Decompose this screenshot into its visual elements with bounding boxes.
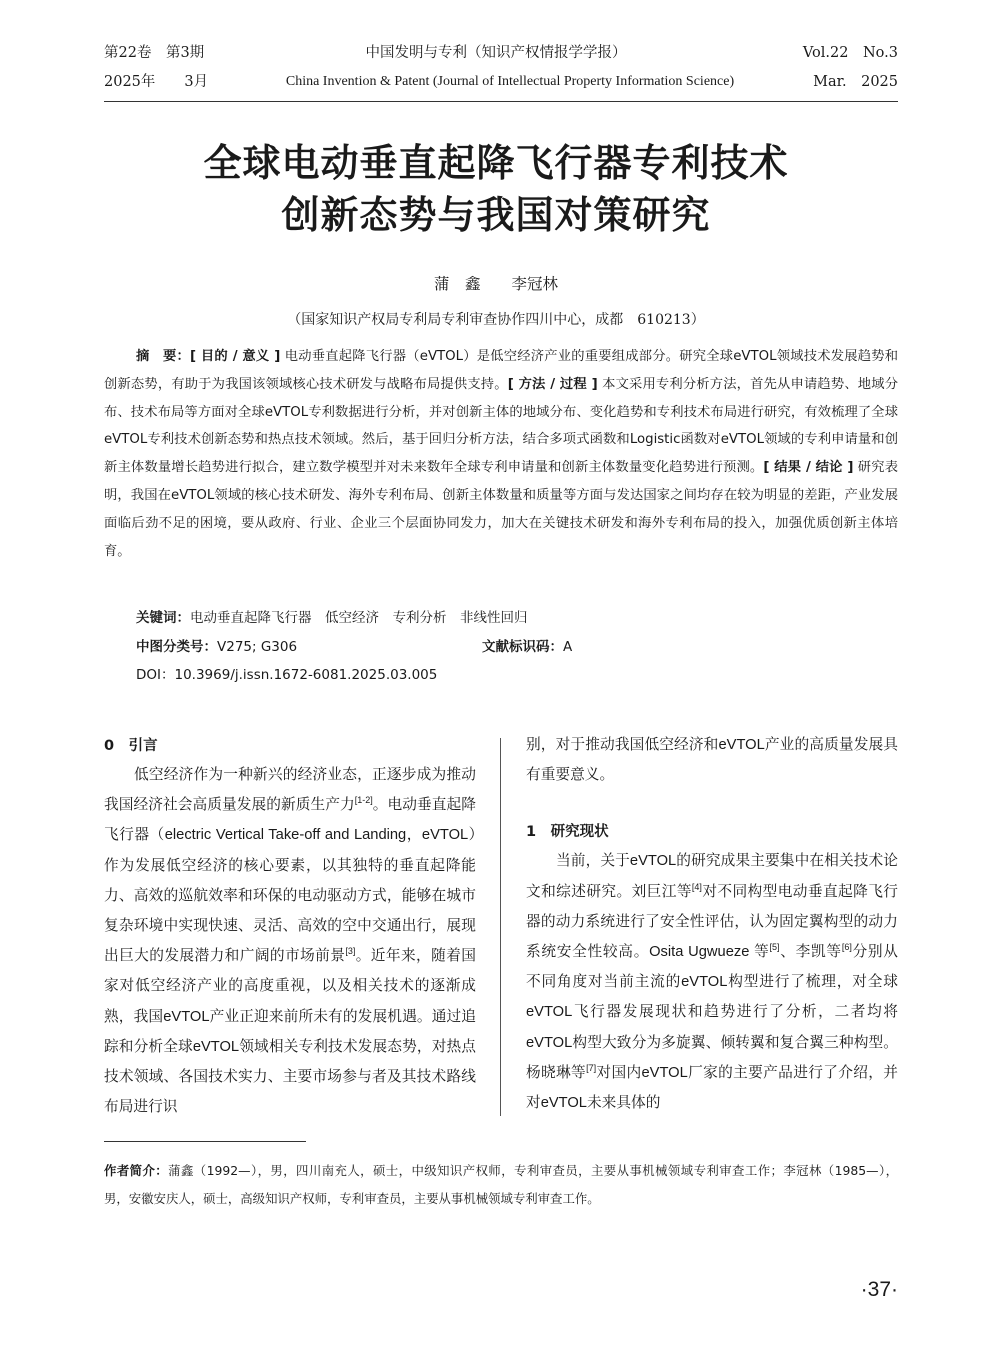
- review-text-4: 分别从不同角度对当前主流的eVTOL构型进行了梳理，对全球eVTOL飞行器发展现状和趋势进行了分析，二者均将eVTOL构型大致分为多旋翼、倾转翼和复合翼三种构型。杨晓琳等: [526, 944, 898, 1081]
- section-0-continuation: 别，对于推动我国低空经济和eVTOL产业的高质量发展具有重要意义。: [526, 737, 898, 784]
- review-text-5: 对国内eVTOL厂家的主要产品进行了介绍，并对eVTOL未来具体的: [526, 1064, 898, 1112]
- document-code: [482, 635, 572, 655]
- right-column: [526, 730, 898, 1118]
- classification: [136, 635, 297, 655]
- doi: DOI：10.3969/j.issn.1672-6081.2025.03.005: [136, 667, 438, 683]
- page-number: ·37·: [860, 1278, 898, 1301]
- paper-title-line1: 全球电动垂直起降飞行器专利技术: [203, 140, 789, 185]
- review-text-3: 、李凯等: [779, 944, 842, 961]
- publication-date: 2025年 3月: [104, 74, 209, 90]
- intro-text-1: 低空经济作为一种新兴的经济业态，正逐步成为推动我国经济社会高质量发展的新质生产力: [104, 767, 476, 814]
- footnote-label: 作者简介：: [104, 1163, 169, 1178]
- review-text-1: 当前，关于eVTOL的研究成果主要集中在相关技术论文和综述研究。刘巨江等: [526, 853, 898, 900]
- keywords-label: 关键词：: [136, 610, 190, 626]
- result-label: [ 结果 / 结论 ]: [763, 460, 854, 476]
- citation-3[interactable]: [3]: [345, 946, 356, 957]
- abstract: [104, 343, 898, 565]
- purpose-text: 电动垂直起降飞行器（eVTOL）是低空经济产业的重要组成部分。研究全球eVTOL领域技术发展趋势和创新态势，有助于为我国该领域核心技术研发与战略布局提供支持。: [104, 349, 898, 392]
- review-text-2: 对不同构型电动垂直起降飞行器的动力系统进行了安全性评估，认为固定翼构型的动力系统安全性较高。Osita Ugwueze 等: [526, 883, 898, 961]
- citation-4[interactable]: [4]: [691, 881, 702, 892]
- method-text: 本文采用专利分析方法，首先从申请趋势、地域分布、技术布局等方面对全球eVTOL专利数据进行分析，并对创新主体的地域分布、变化趋势和专利技术布局进行研究，有效梳理了全球eVTOL专利技术创新态势和热点技术领域。然后，基于回归分析方法，结合多项式函数和Logistic函数对eVTOL领域的专利申请量和创新主体数量增长趋势进行拟合，建立数学模型并对未来数年全球专利申请量和创新主体数量变化趋势进行预测。: [104, 376, 898, 476]
- citation-6[interactable]: [6]: [841, 942, 852, 953]
- purpose-label: [ 目的 / 意义 ]: [190, 349, 281, 364]
- abstract-label: 摘 要：: [136, 349, 190, 364]
- author-footnote: [104, 1157, 898, 1213]
- keywords-text: 电动垂直起降飞行器 低空经济 专利分析 非线性回归: [190, 610, 528, 626]
- result-text: 研究表明，我国在eVTOL领域的核心技术研发、海外专利布局、创新主体数量和质量等方面与发达国家之间均存在较为明显的差距，产业发展面临后劲不足的困境，要从政府、行业、企业三个层面协同发力，加大在关键技术研发和海外专利布局的投入，加强优质创新主体培育。: [104, 460, 899, 559]
- journal-name-en: China Invention & Patent (Journal of Intellectual Property Information Science): [285, 74, 735, 89]
- volume-issue: 第22卷 第3期: [104, 45, 205, 61]
- classification-label: 中图分类号：: [136, 639, 217, 655]
- citation-1-2[interactable]: [1-2]: [354, 795, 373, 806]
- footnote-text: 蒲鑫（1992—），男，四川南充人，硕士，中级知识产权师，专利审查员，主要从事机械领域专利审查工作；李冠林（1985—），男，安徽安庆人，硕士，高级知识产权师，专利审查员，主要从事机械领域专利审查工作。: [104, 1163, 899, 1206]
- volume-issue-en: Vol.22 No.3: [802, 45, 898, 61]
- paper-title-line2: 创新态势与我国对策研究: [281, 192, 711, 237]
- header-rule: [104, 101, 898, 102]
- section-0-paragraph: [104, 760, 476, 1122]
- classification-value: V275; G306: [217, 639, 298, 655]
- document-code-value: A: [563, 639, 573, 655]
- left-column: [104, 732, 476, 1122]
- keywords: [136, 606, 528, 626]
- section-1-paragraph: [526, 846, 898, 1118]
- column-divider: [500, 738, 501, 1116]
- intro-text-3: 。近年来，随着国家对低空经济产业的高度重视，以及相关技术的逐渐成熟，我国eVTOL产业正迎来前所未有的发展机遇。通过追踪和分析全球eVTOL领域相关专利技术发展态势，对热点技术领域、各国技术实力、主要市场参与者及其技术路线布局进行识: [104, 948, 476, 1116]
- document-code-label: 文献标识码：: [482, 639, 563, 655]
- footnote-rule: [104, 1141, 306, 1142]
- intro-text-2: 。电动垂直起降飞行器（electric Vertical Take-off and Landing，eVTOL）作为发展低空经济的核心要素，以其独特的垂直起降能力、高效的巡航效率和环保的电动驱动方式，能够在城市复杂环境中实现快速、灵活、高效的空中交通出行，展现出巨大的发展潜力和广阔的市场前景: [104, 797, 476, 965]
- citation-5[interactable]: [5]: [769, 942, 780, 953]
- method-label: [ 方法 / 过程 ]: [507, 376, 598, 392]
- journal-name-cn: 中国发明与专利（知识产权情报学学报）: [365, 45, 627, 61]
- affiliation: （国家知识产权局专利局专利审查协作四川中心，成都 610213）: [287, 312, 705, 328]
- citation-7[interactable]: [7]: [586, 1062, 597, 1073]
- publication-date-en: Mar. 2025: [813, 74, 898, 90]
- section-1-heading: 1 研究现状: [526, 824, 609, 841]
- authors: 蒲 鑫 李冠林: [433, 275, 558, 293]
- section-0-heading: 0 引言: [104, 738, 158, 754]
